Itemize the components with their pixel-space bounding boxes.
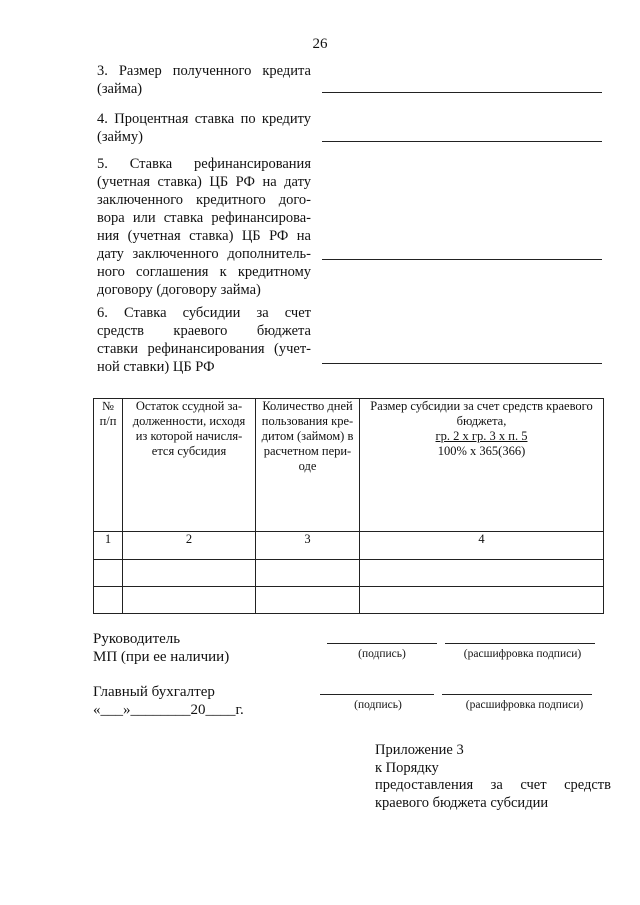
item-line: 3. Размер полученного кредита	[97, 63, 311, 79]
item-line: средств краевого бюджета	[97, 323, 311, 339]
header-line: долженности, исходя	[132, 414, 246, 428]
item-line: 6. Ставка субсидии за счет	[97, 305, 311, 321]
item-line: (учетная ставка) ЦБ РФ на дату	[97, 174, 311, 190]
header-cell-subsidy-amount	[360, 399, 604, 532]
fill-line-interest-rate[interactable]	[322, 141, 602, 142]
header-line: пользования кре-	[261, 414, 354, 428]
stamp-label: МП (при ее наличии)	[93, 649, 230, 665]
formula-numerator: гр. 2 х гр. 3 х п. 5	[435, 429, 528, 443]
item-line: ния (учетная ставка) ЦБ РФ на	[97, 228, 311, 244]
header-line: Размер субсидии за счет средств краевого	[370, 399, 593, 413]
header-line: Количество дней	[262, 399, 353, 413]
table-cell[interactable]	[123, 560, 256, 587]
item-interest-rate	[97, 110, 311, 146]
item-line: ного соглашения к кредитному	[97, 264, 311, 280]
head-decode-caption: (расшифровка подписи)	[463, 648, 582, 660]
head-decode-line[interactable]	[445, 643, 595, 644]
item-line: (займу)	[97, 129, 144, 145]
item-line: заключенного кредитного дого-	[97, 192, 311, 208]
table-cell[interactable]	[256, 587, 360, 614]
head-signature-line[interactable]	[327, 643, 437, 644]
header-line: бюджета,	[456, 414, 507, 428]
table-cell[interactable]	[94, 560, 123, 587]
item-refinancing-rate	[97, 155, 311, 299]
item-subsidy-rate	[97, 304, 311, 376]
table-cell[interactable]	[94, 587, 123, 614]
table-column-numbers-row	[94, 532, 604, 560]
header-cell-days	[256, 399, 360, 532]
annex-line: краевого бюджета субсидии	[375, 794, 549, 811]
accountant-decode-caption: (расшифровка подписи)	[465, 699, 584, 711]
header-line: из которой начисля-	[135, 429, 243, 443]
item-line: 5. Ставка рефинансирования	[97, 156, 311, 172]
header-line: ется субсидия	[151, 444, 227, 458]
item-line: договору (договору займа)	[97, 282, 261, 298]
table-cell[interactable]	[123, 587, 256, 614]
header-cell-number	[94, 399, 123, 532]
fill-line-refinancing-rate[interactable]	[322, 259, 602, 260]
item-line: 4. Процентная ставка по кредиту	[97, 111, 311, 127]
subsidy-table	[93, 398, 604, 614]
annex-line: предоставления за счет средств	[375, 777, 611, 793]
header-cell-loan-balance	[123, 399, 256, 532]
accountant-signature-line[interactable]	[320, 694, 434, 695]
item-line: дату заключенного дополнитель-	[97, 246, 311, 262]
formula-denominator: 100% х 365(366)	[437, 444, 526, 458]
column-number: 1	[94, 532, 123, 560]
item-line: ной ставки) ЦБ РФ	[97, 359, 215, 375]
annex-line: к Порядку	[375, 759, 439, 776]
accountant-decode-line[interactable]	[442, 694, 592, 695]
header-line: №	[102, 399, 114, 413]
annex-line: Приложение 3	[375, 742, 464, 758]
header-line: п/п	[99, 414, 117, 428]
header-line: расчетном пери-	[263, 444, 352, 458]
head-label: Руководитель	[93, 631, 181, 647]
page-number: 26	[312, 36, 328, 52]
header-line: Остаток ссудной за-	[135, 399, 243, 413]
accountant-signature-caption: (подпись)	[354, 699, 402, 711]
column-number: 4	[360, 532, 604, 560]
table-header-row	[94, 399, 604, 532]
table-row	[94, 560, 604, 587]
column-number: 3	[256, 532, 360, 560]
table-cell[interactable]	[256, 560, 360, 587]
item-credit-amount	[97, 62, 311, 98]
table-cell[interactable]	[360, 587, 604, 614]
date-line: «___»________20____г.	[93, 702, 244, 718]
accountant-label: Главный бухгалтер	[93, 684, 215, 700]
table-row	[94, 587, 604, 614]
head-signature-caption: (подпись)	[358, 648, 406, 660]
header-line: оде	[298, 459, 317, 473]
item-line: ставки рефинансирования (учет-	[97, 341, 311, 357]
fill-line-credit-amount[interactable]	[322, 92, 602, 93]
header-line: дитом (займом) в	[261, 429, 354, 443]
annex-header	[375, 742, 611, 812]
item-line: (займа)	[97, 81, 143, 97]
item-line: вора или ставка рефинансирова-	[97, 210, 311, 226]
fill-line-subsidy-rate[interactable]	[322, 363, 602, 364]
column-number: 2	[123, 532, 256, 560]
table-cell[interactable]	[360, 560, 604, 587]
